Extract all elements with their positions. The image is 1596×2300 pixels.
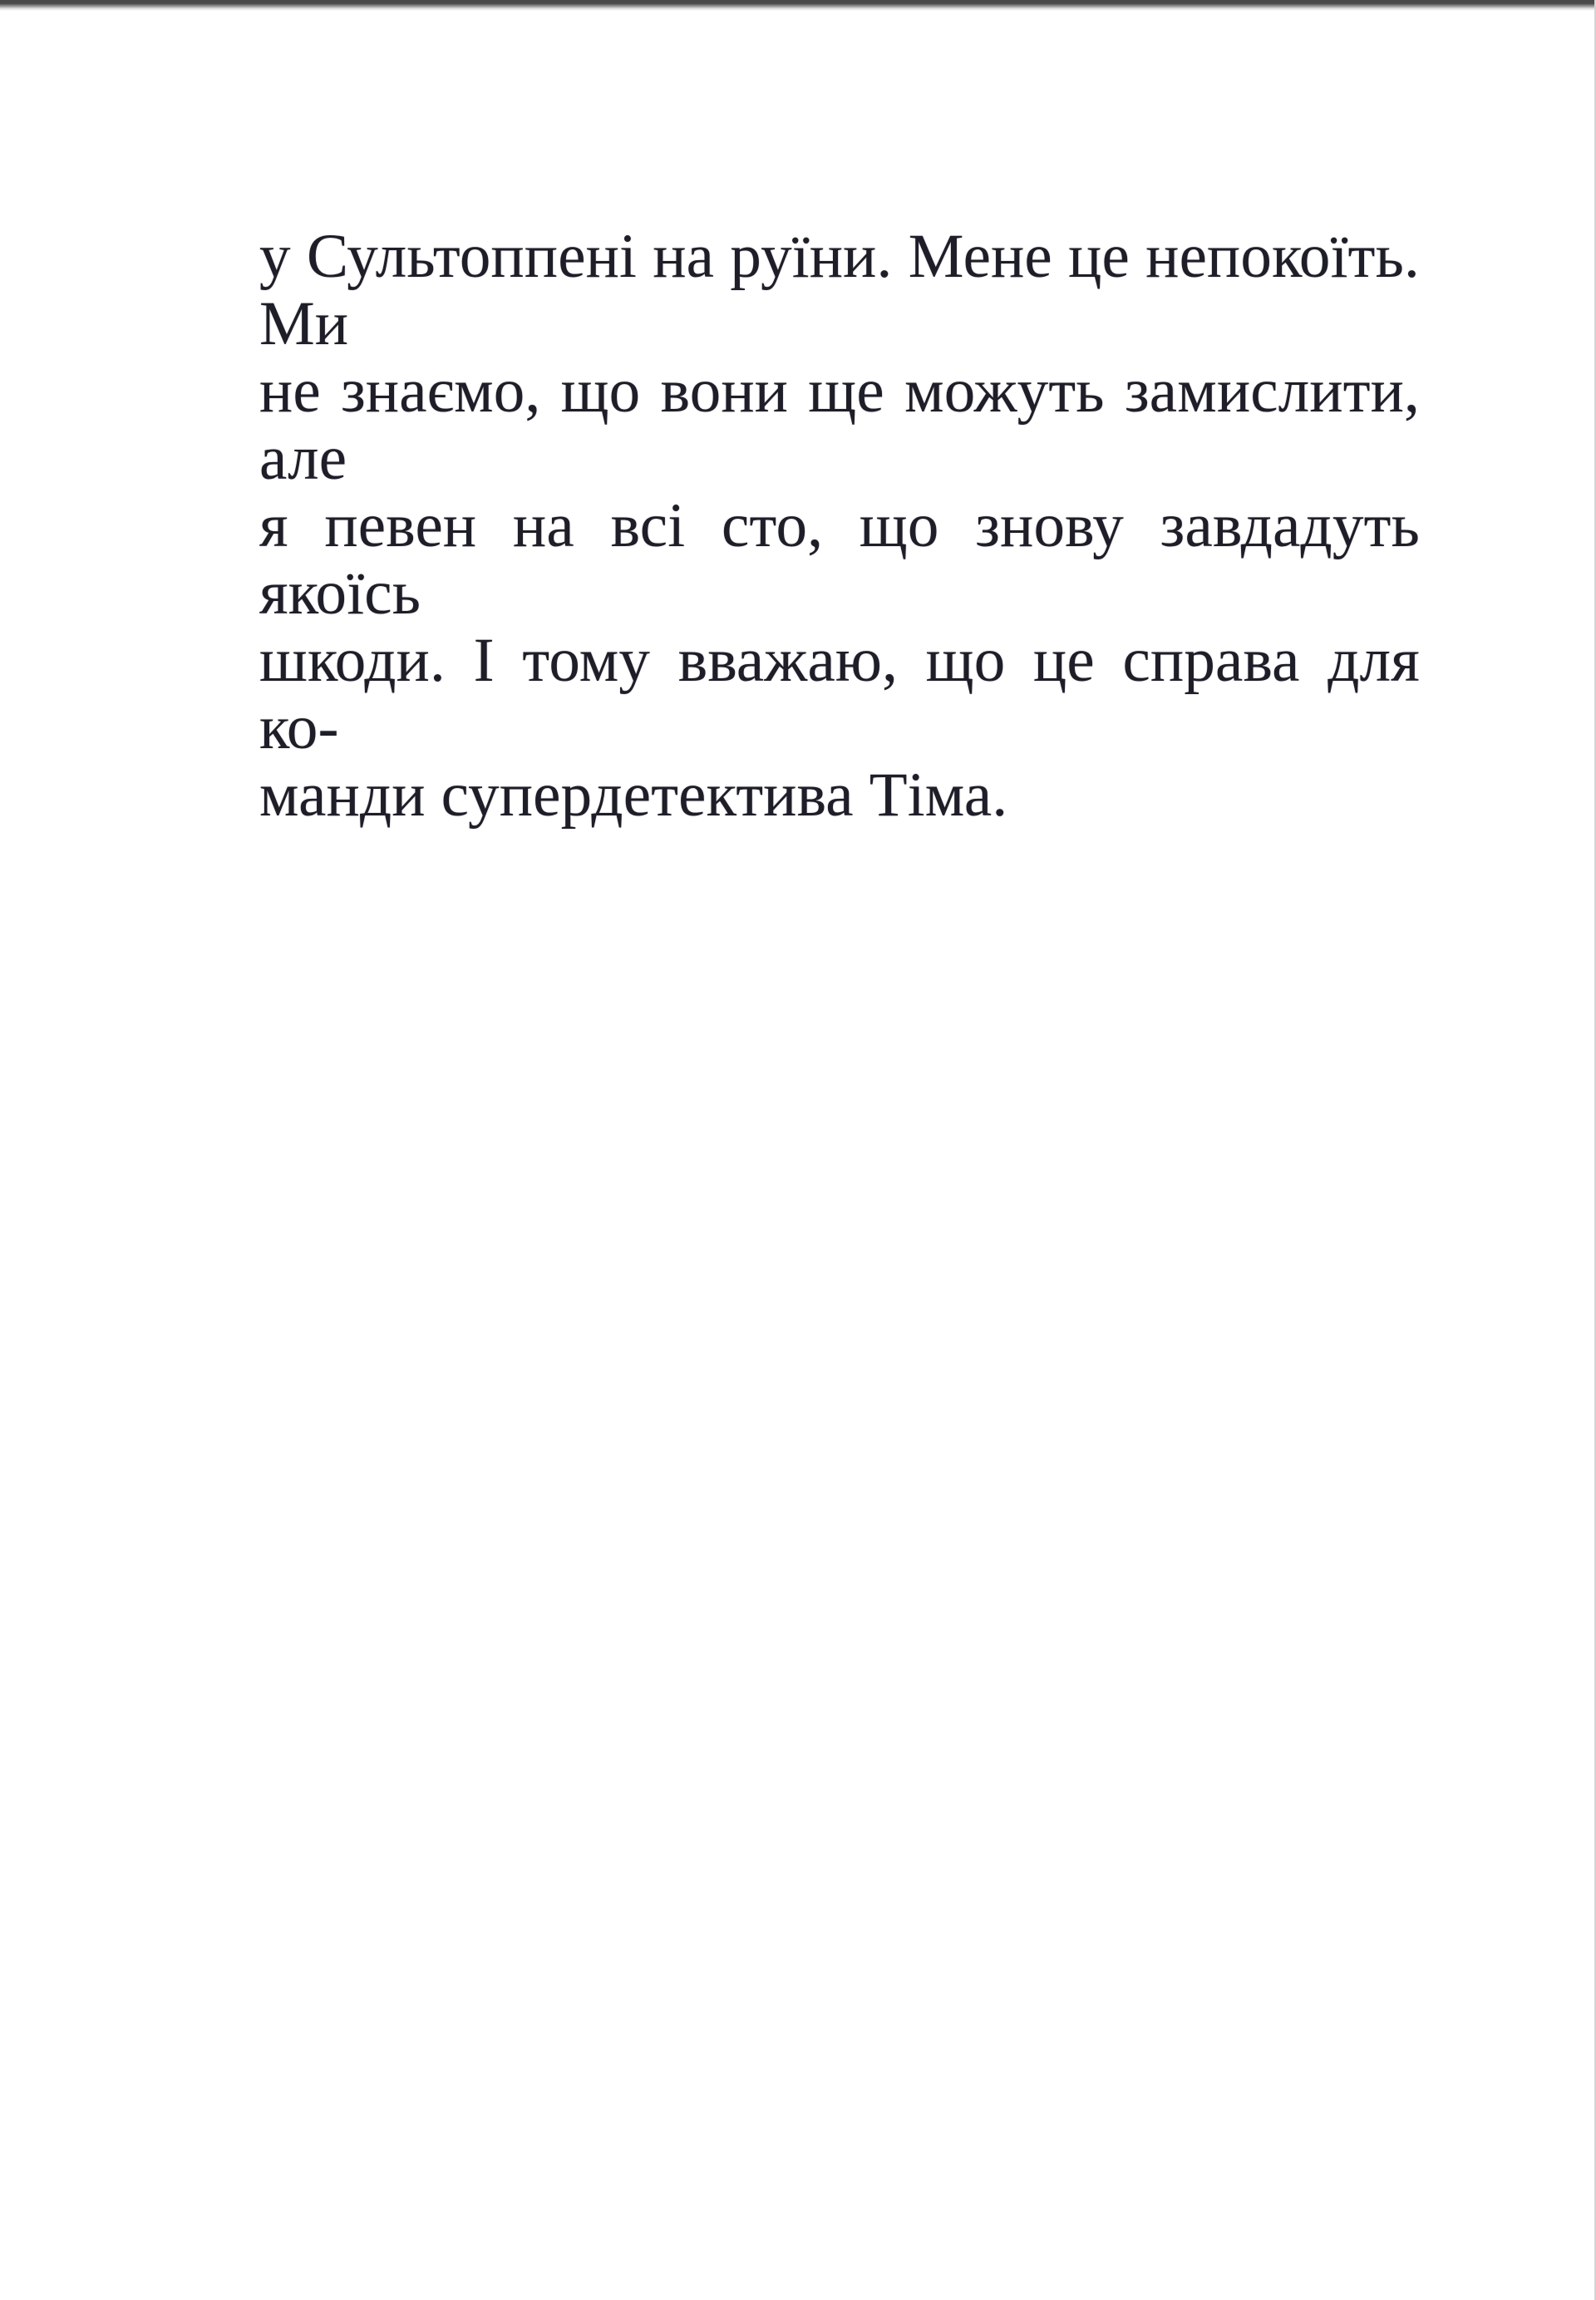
paragraph-line-3: я певен на всі сто, що знову завдадуть якоїсь	[259, 491, 1420, 628]
paragraph	[259, 223, 1420, 829]
paragraph-line-1: у Сультоппені на руїни. Мене це непокоїть. Ми	[259, 222, 1420, 358]
paragraph-line-2: не знаємо, що вони ще можуть замислити, але	[259, 357, 1420, 493]
paragraph-line-5: манди супердетектива Тіма.	[259, 761, 1008, 830]
page-top-edge	[0, 0, 1596, 11]
paragraph-line-4: шкоди. І тому вважаю, що це справа для ко-	[259, 626, 1420, 762]
